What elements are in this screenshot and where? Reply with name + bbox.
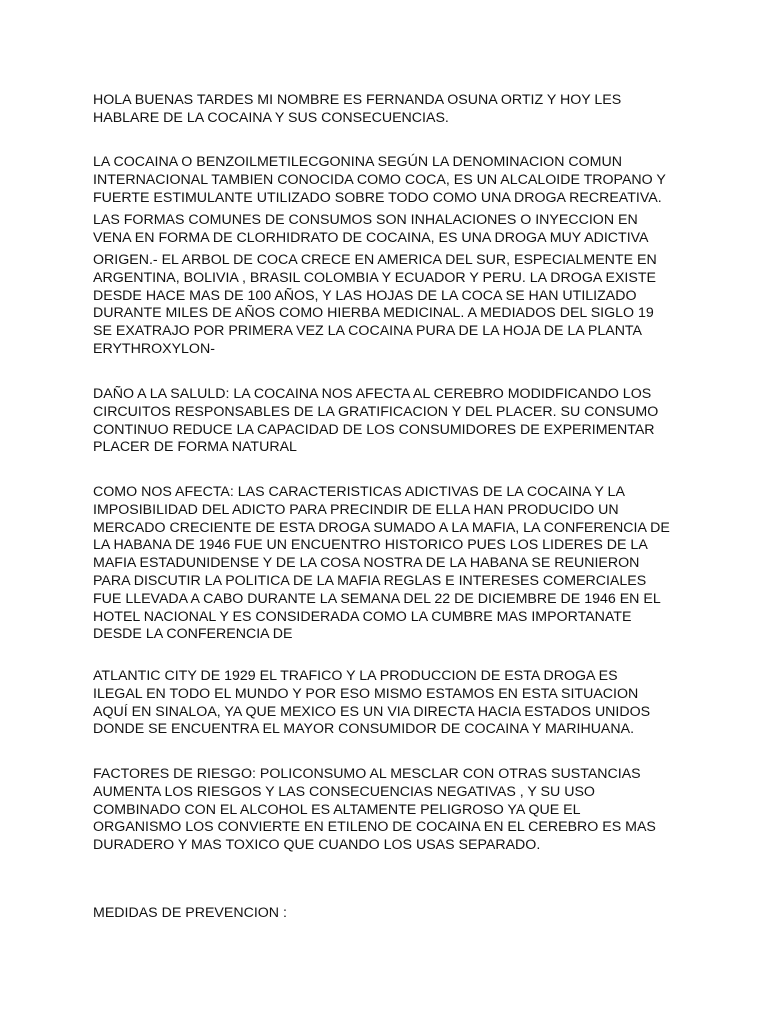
text-line: COMO NOS AFECTA: LAS CARACTERISTICAS ADICTIVAS DE LA COCAINA Y LA: [93, 484, 625, 500]
text-line: ILEGAL EN TODO EL MUNDO Y POR ESO MISMO ESTAMOS EN ESTA SITUACION: [93, 685, 639, 702]
text-line: AUMENTA LOS RIESGOS Y LAS CONSECUENCIAS NEGATIVAS , Y SU USO: [93, 783, 595, 800]
paragraph-greeting: [93, 92, 693, 128]
text-line: ATLANTIC CITY DE 1929 EL TRAFICO Y LA PRODUCCION DE ESTA DROGA ES: [93, 668, 618, 684]
text-line: VENA EN FORMA DE CLORHIDRATO DE COCAINA, ES UNA DROGA MUY ADICTIVA: [93, 229, 649, 246]
text-line: HOLA BUENAS TARDES MI NOMBRE ES FERNANDA OSUNA ORTIZ Y HOY LES: [93, 92, 622, 108]
text-line: DONDE SE ENCUENTRA EL MAYOR CONSUMIDOR DE COCAINA Y MARIHUANA.: [93, 721, 635, 738]
text-line: LA COCAINA O BENZOILMETILECGONINA SEGÚN LA DENOMINACION COMUN: [93, 154, 622, 170]
paragraph-origin: [93, 252, 693, 359]
text-line: DURANTE MILES DE AÑOS COMO HIERBA MEDICINAL. A MEDIADOS DEL SIGLO 19: [93, 305, 654, 322]
text-line: INTERNACIONAL TAMBIEN CONOCIDA COMO COCA, ES UN ALCALOIDE TROPANO Y: [93, 171, 666, 188]
text-line: DESDE HACE MAS DE 100 AÑOS, Y LAS HOJAS DE LA COCA SE HAN UTILIZADO: [93, 287, 637, 304]
text-line: LAS FORMAS COMUNES DE CONSUMOS SON INHALACIONES O INYECCION EN: [93, 212, 638, 228]
text-line: MEDIDAS DE PREVENCION :: [93, 905, 287, 921]
text-line: MERCADO CRECIENTE DE ESTA DROGA SUMADO A LA MAFIA, LA CONFERENCIA DE: [93, 519, 670, 536]
text-line: CONTINUO REDUCE LA CAPACIDAD DE LOS CONSUMIDORES DE EXPERIMENTAR: [93, 421, 655, 438]
text-line: COMBINADO CON EL ALCOHOL ES ALTAMENTE PELIGROSO YA QUE EL: [93, 801, 581, 818]
text-line: FACTORES DE RIESGO: POLICONSUMO AL MESCLAR CON OTRAS SUSTANCIAS: [93, 766, 641, 782]
text-line: IMPOSIBILIDAD DEL ADICTO PARA PRECINDIR DE ELLA HAN PRODUCIDO UN: [93, 501, 619, 518]
text-line: LA HABANA DE 1946 FUE UN ENCUENTRO HISTORICO PUES LOS LIDERES DE LA: [93, 537, 648, 554]
text-line: FUE LLEVADA A CABO DURANTE LA SEMANA DEL 22 DE DICIEMBRE DE 1946 EN EL: [93, 590, 661, 607]
text-line: HABLARE DE LA COCAINA Y SUS CONSECUENCIAS.: [93, 109, 449, 126]
text-line: CIRCUITOS RESPONSABLES DE LA GRATIFICACION Y DEL PLACER. SU CONSUMO: [93, 403, 659, 420]
text-line: ORGANISMO LOS CONVIERTE EN ETILENO DE COCAINA EN EL CEREBRO ES MAS: [93, 819, 656, 836]
text-line: AQUÍ EN SINALOA, YA QUE MEXICO ES UN VIA DIRECTA HACIA ESTADOS UNIDOS: [93, 703, 651, 720]
text-line: FUERTE ESTIMULANTE UTILIZADO SOBRE TODO COMO UNA DROGA RECREATIVA.: [93, 189, 662, 206]
paragraph-trafficking: [93, 668, 693, 739]
text-line: ORIGEN.- EL ARBOL DE COCA CRECE EN AMERICA DEL SUR, ESPECIALMENTE EN: [93, 252, 657, 268]
text-line: DAÑO A LA SALULD: LA COCAINA NOS AFECTA AL CEREBRO MODIDFICANDO LOS: [93, 386, 652, 402]
text-line: ARGENTINA, BOLIVIA , BRASIL COLOMBIA Y ECUADOR Y PERU. LA DROGA EXISTE: [93, 269, 656, 286]
paragraph-health-damage: [93, 386, 693, 457]
paragraph-prevention-heading: [93, 905, 693, 923]
text-line: HOTEL NACIONAL Y ES CONSIDERADA COMO LA CUMBRE MAS IMPORTANATE: [93, 608, 632, 625]
text-line: DURADERO Y MAS TOXICO QUE CUANDO LOS USAS SEPARADO.: [93, 837, 541, 854]
paragraph-how-it-affects: [93, 484, 693, 644]
text-line: SE EXATRAJO POR PRIMERA VEZ LA COCAINA PURA DE LA HOJA DE LA PLANTA: [93, 323, 643, 340]
paragraph-risk-factors: [93, 766, 693, 855]
text-line: MAFIA ESTADUNIDENSE Y DE LA COSA NOSTRA DE LA HABANA SE REUNIERON: [93, 555, 640, 572]
text-line: PLACER DE FORMA NATURAL: [93, 439, 297, 456]
text-line: ERYTHROXYLON-: [93, 340, 215, 357]
paragraph-consumption-forms: [93, 212, 693, 248]
text-line: PARA DISCUTIR LA POLITICA DE LA MAFIA REGLAS E INTERESES COMERCIALES: [93, 572, 647, 589]
text-line: DESDE LA CONFERENCIA DE: [93, 626, 293, 643]
paragraph-definition: [93, 154, 693, 207]
